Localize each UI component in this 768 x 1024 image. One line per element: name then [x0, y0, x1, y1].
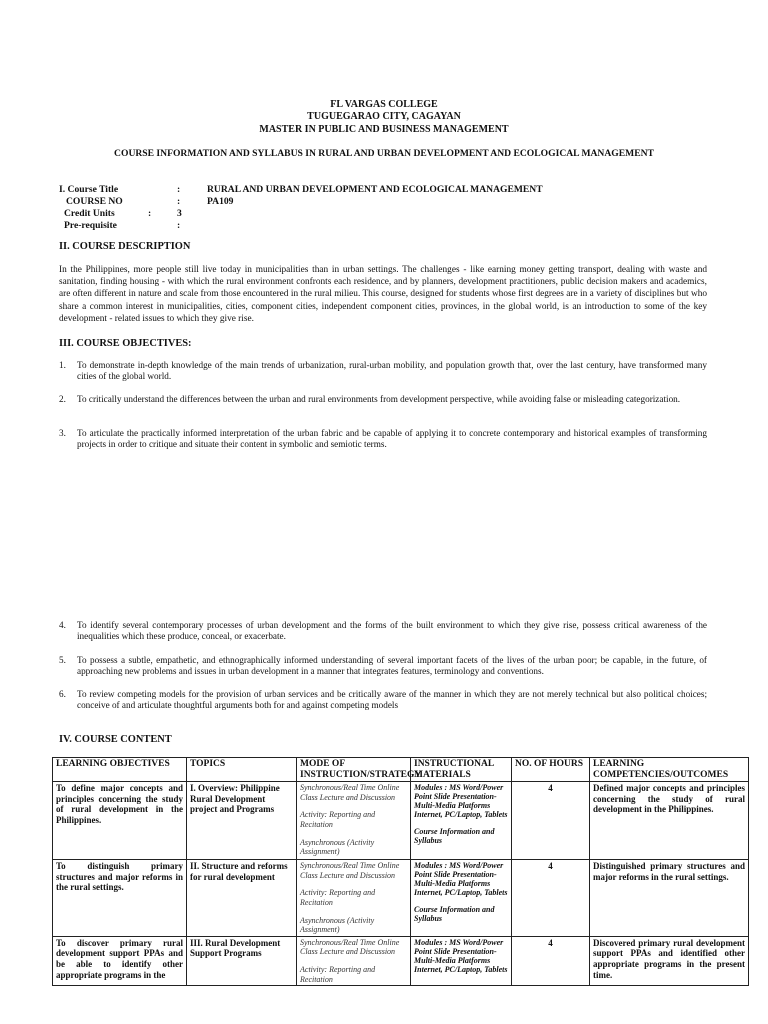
objective-cell: To distinguish primary structures and major reforms in the rural settings. [53, 860, 187, 937]
objective-text: To articulate the practically informed interpretation of the urban fabric and be capable of applying it to concrete contemporary and historical examples of transforming projects in order to critique and situate their content in symbolic and semiotic terms. [77, 428, 707, 450]
course-no-label: COURSE NO [66, 196, 123, 207]
hours-cell: 4 [512, 936, 590, 985]
materials-cell [411, 936, 512, 985]
objective-item [59, 689, 707, 711]
description-heading: II. COURSE DESCRIPTION [59, 241, 191, 252]
materials-extra: Course Information and Syllabus [414, 827, 495, 846]
college-name: FL VARGAS COLLEGE [330, 99, 438, 110]
course-title-label: I. Course Title [59, 184, 119, 195]
college-location: TUGUEGARAO CITY, CAGAYAN [307, 111, 461, 122]
credit-units-label: Credit Units [64, 208, 115, 219]
materials-cell [411, 782, 512, 860]
description-text: In the Philippines, more people still live today in municipalities than in urban settings. The challenges - like earning money getting transport, dealing with waste and sanitation, finding housing - with which the rural environment confronts each residence, and by planners, development practitioners, public decision makers and academics, are often different in nature and scale from those encountered in the rural milieu. This course, designed for students whose first degrees are in a variety of disciplines but who share a common interest in municipalities, cities, component cities, independent component cities, provinces, in the global world, is an introduction to some of the key development - related issues to which they give rise. [59, 265, 707, 324]
objective-text: To critically understand the differences between the urban and rural environments from development perspective, while avoiding false or misleading categorization. [77, 394, 681, 404]
mode-sync: Synchronous/Real Time Online Class Lecture and Discussion [300, 937, 400, 957]
objective-item [59, 655, 707, 677]
objective-text: To possess a subtle, empathetic, and ethnographically informed understanding of several important facets of the lives of the urban poor; be capable, in the future, of approaching new problems and issues in urban development in a manner that integrates features, terminology and conventions. [77, 655, 707, 677]
topic-cell: III. Rural Development Support Programs [187, 936, 297, 985]
table-header-row [53, 758, 749, 782]
materials-extra: Course Information and Syllabus [414, 905, 495, 924]
materials-text: Modules : MS Word/Power Point Slide Presentation- Multi-Media Platforms Internet, PC/Laptop, Tablets [414, 783, 508, 820]
mode-activity: Activity: Reporting and Recitation [300, 964, 376, 984]
content-heading: IV. COURSE CONTENT [59, 734, 172, 745]
column-header: LEARNING OBJECTIVES [53, 758, 187, 782]
table-row [53, 936, 749, 985]
objective-cell: To define major concepts and principles concerning the study of rural development in the Philippines. [53, 782, 187, 860]
document-title: COURSE INFORMATION AND SYLLABUS IN RURAL AND URBAN DEVELOPMENT AND ECOLOGICAL MANAGEMENT [114, 148, 654, 159]
mode-activity: Activity: Reporting and Recitation [300, 810, 376, 829]
hours-cell: 4 [512, 860, 590, 937]
colon: : [148, 208, 152, 219]
objective-number: 4. [59, 620, 66, 630]
mode-async: Asynchronous (Activity Assignment) [300, 837, 375, 857]
objective-number: 1. [59, 360, 66, 370]
objective-text: To demonstrate in-depth knowledge of the main trends of urbanization, rural-urban mobility, and population growth that, over the last century, have transformed many cities of the global world. [77, 360, 707, 382]
mode-async: Asynchronous (Activity Assignment) [300, 915, 375, 935]
mode-cell [297, 782, 411, 860]
column-header: INSTRUCTIONAL MATERIALS [411, 758, 512, 782]
mode-sync: Synchronous/Real Time Online Class Lecture and Discussion [300, 861, 400, 880]
mode-cell [297, 936, 411, 985]
column-header: MODE OF INSTRUCTION/STRATEGY [297, 758, 411, 782]
outcome-cell: Distinguished primary structures and major reforms in the rural settings. [590, 860, 749, 937]
objective-cell: To discover primary rural development support PPAs and be able to identify other appropriate programs in the [53, 936, 187, 985]
objective-item [59, 428, 707, 450]
course-content-table [52, 757, 749, 986]
colon: : [177, 184, 181, 195]
table-row [53, 860, 749, 937]
materials-text: Modules : MS Word/Power Point Slide Presentation- Multi-Media Platforms Internet, PC/Laptop, Tablets [414, 861, 508, 898]
course-no-value: PA109 [207, 196, 234, 207]
colon: : [177, 220, 181, 231]
materials-cell [411, 860, 512, 937]
outcome-cell: Discovered primary rural development support PPAs and identified other appropriate programs in the present time. [590, 936, 749, 985]
course-title-value: RURAL AND URBAN DEVELOPMENT AND ECOLOGICAL MANAGEMENT [207, 184, 543, 195]
prerequisite-label: Pre-requisite [64, 220, 117, 231]
objective-item [59, 620, 707, 642]
outcome-cell: Defined major concepts and principles concerning the study of rural development in the Philippines. [590, 782, 749, 860]
objective-number: 2. [59, 394, 66, 404]
credit-units-value: 3 [177, 208, 182, 219]
objectives-heading: III. COURSE OBJECTIVES: [59, 338, 192, 349]
objective-text: To review competing models for the provision of urban services and be critically aware of the manner in which they are not merely technical but also political choices; conceive of and articulate thoughtful arguments both for and against competing models [77, 689, 707, 711]
objective-text: To identify several contemporary processes of urban development and the forms of the built environment to which they give rise, possess critical awareness of the inequalities which these produce, conceal, or exacerbate. [77, 620, 707, 642]
mode-activity: Activity: Reporting and Recitation [300, 888, 376, 907]
table-row [53, 782, 749, 860]
column-header: NO. OF HOURS [512, 758, 590, 782]
colon: : [177, 196, 181, 207]
objective-item [59, 360, 707, 382]
objective-number: 5. [59, 655, 66, 665]
program-name: MASTER IN PUBLIC AND BUSINESS MANAGEMENT [259, 124, 509, 135]
topic-cell: II. Structure and reforms for rural development [187, 860, 297, 937]
column-header: TOPICS [187, 758, 297, 782]
topic-cell: I. Overview: Philippine Rural Development project and Programs [187, 782, 297, 860]
materials-text: Modules : MS Word/Power Point Slide Presentation- Multi-Media Platforms Internet, PC/Laptop, Tablets [414, 937, 508, 974]
column-header: LEARNING COMPETENCIES/OUTCOMES [590, 758, 749, 782]
hours-cell: 4 [512, 782, 590, 860]
objective-number: 3. [59, 428, 66, 438]
mode-cell [297, 860, 411, 937]
mode-sync: Synchronous/Real Time Online Class Lecture and Discussion [300, 783, 400, 802]
objective-number: 6. [59, 689, 66, 699]
objective-item [59, 394, 707, 405]
